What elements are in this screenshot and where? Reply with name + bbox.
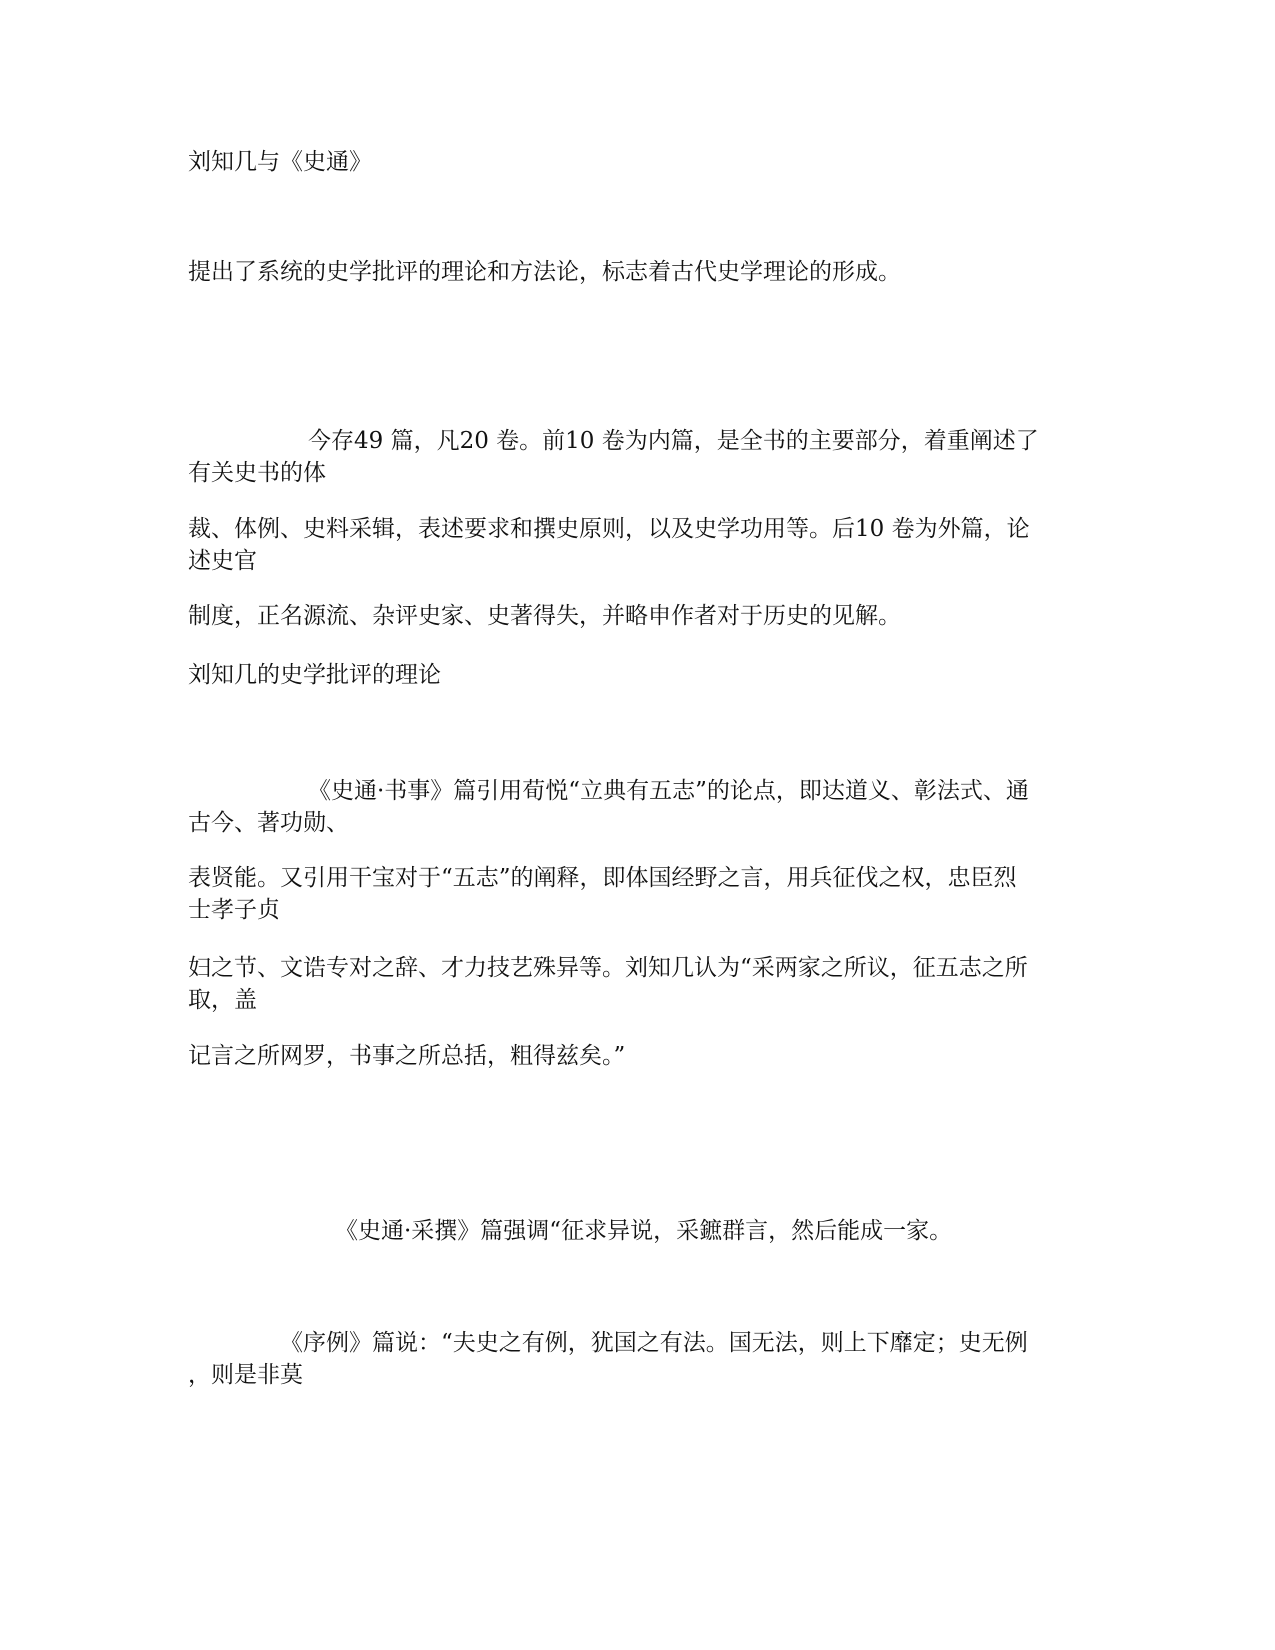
paragraph2-line1: 《史通·书事》篇引用荀悦“立典有五志”的论点，即达道义、彰法式、通 bbox=[308, 778, 1029, 804]
intro-paragraph: 提出了系统的史学批评的理论和方法论，标志着古代史学理论的形成。 bbox=[188, 259, 901, 285]
paragraph2-line6: 取，盖 bbox=[188, 987, 257, 1013]
paragraph1-line2: 有关史书的体 bbox=[188, 460, 326, 486]
paragraph2-line4: 士孝子贞 bbox=[188, 897, 280, 923]
paragraph1-line3: 裁、体例、史料采辑，表述要求和撰史原则，以及史学功用等。后10 卷为外篇，论 bbox=[188, 516, 1030, 542]
paragraph1-line4: 述史官 bbox=[188, 548, 257, 574]
document-title: 刘知几与《史通》 bbox=[188, 149, 372, 175]
section-heading: 刘知几的史学批评的理论 bbox=[188, 662, 441, 688]
paragraph1-line1: 今存49 篇，凡20 卷。前10 卷为内篇，是全书的主要部分，着重阐述了 bbox=[308, 428, 1039, 454]
paragraph4-line1: 《序例》篇说：“夫史之有例，犹国之有法。国无法，则上下靡定；史无例 bbox=[280, 1330, 1028, 1356]
paragraph2-line2: 古今、著功勋、 bbox=[188, 810, 349, 836]
paragraph1-line5: 制度，正名源流、杂评史家、史著得失，并略申作者对于历史的见解。 bbox=[188, 603, 901, 629]
paragraph4-line2: ，则是非莫 bbox=[188, 1362, 303, 1388]
paragraph2-line5: 妇之节、文诰专对之辞、才力技艺殊异等。刘知几认为“采两家之所议，征五志之所 bbox=[188, 955, 1028, 981]
paragraph3: 《史通·采撰》篇强调“征求异说，采鏣群言，然后能成一家。 bbox=[335, 1218, 953, 1244]
paragraph2-line7: 记言之所网罗，书事之所总括，粗得兹矣。” bbox=[188, 1043, 626, 1069]
paragraph2-line3: 表贤能。又引用干宝对于“五志”的阐释，即体国经野之言，用兵征伐之权，忠臣烈 bbox=[188, 865, 1017, 891]
